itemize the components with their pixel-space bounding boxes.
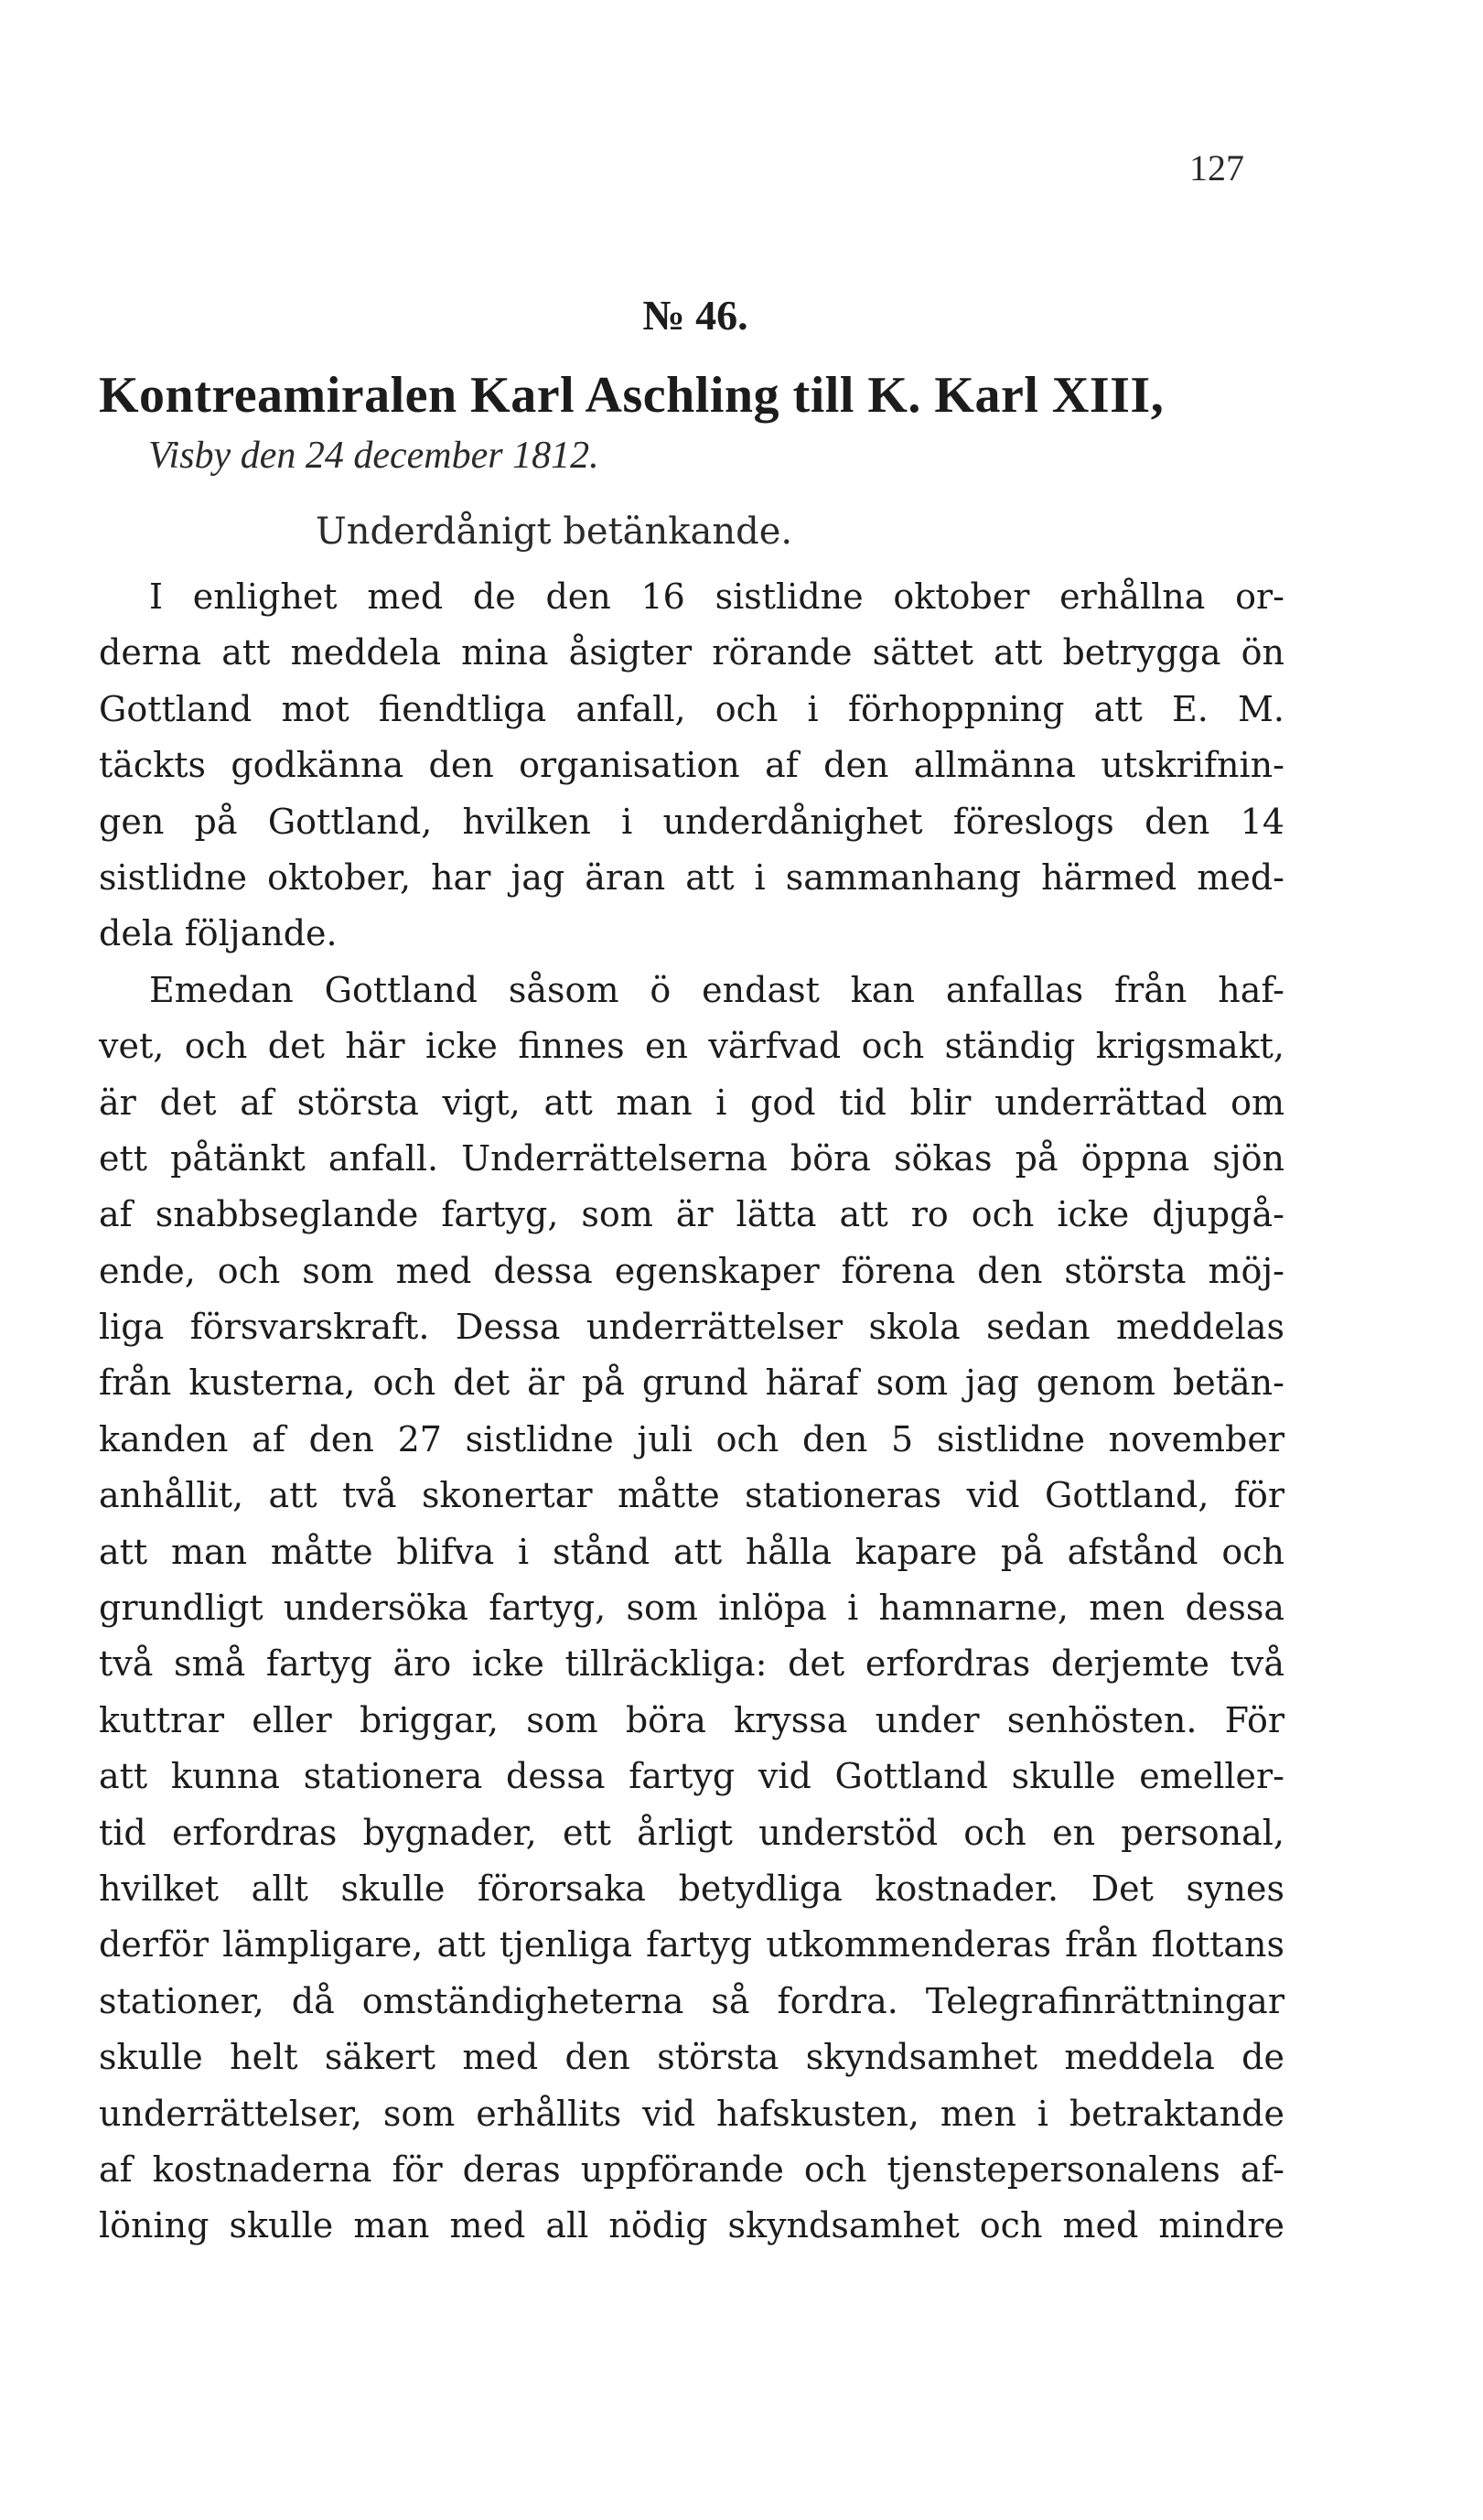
body-line: ende, och som med dessa egenskaper förena den största möj-	[99, 1250, 1284, 1291]
body-line: derna att meddela mina åsigter rörande sättet att betrygga ön	[99, 632, 1284, 673]
body-line: från kusterna, och det är på grund häraf som jag genom betän-	[99, 1362, 1284, 1404]
body-line: är det af största vigt, att man i god tid blir underrättad om	[99, 1082, 1284, 1123]
body-line: gen på Gottland, hvilken i underdånighet föreslogs den 14	[99, 801, 1284, 842]
body-line: att kunna stationera dessa fartyg vid Gottland skulle emeller-	[99, 1756, 1284, 1797]
letter-heading: Kontreamiralen Karl Aschling till K. Karl XIII,	[99, 367, 1165, 424]
body-line: vet, och det här icke finnes en värfvad och ständig krigsmakt,	[99, 1026, 1284, 1067]
body-line: löning skulle man med all nödig skyndsamhet och med mindre	[99, 2205, 1284, 2246]
body-line: att man måtte blifva i stånd att hålla kapare på afstånd och	[99, 1531, 1284, 1572]
body-line: Gottland mot fiendtliga anfall, och i förhoppning att E. M.	[99, 688, 1284, 729]
body-line: skulle helt säkert med den största skyndsamhet meddela de	[99, 2037, 1284, 2078]
body-line: underrättelser, som erhållits vid hafskusten, men i betraktande	[99, 2093, 1284, 2134]
body-line: af kostnaderna för deras uppförande och tjenstepersonalens af-	[99, 2148, 1284, 2190]
body-line: I enlighet med de den 16 sistlidne oktober erhållna or-	[149, 576, 1284, 617]
body-line: grundligt undersöka fartyg, som inlöpa i hamnarne, men dessa	[99, 1588, 1284, 1629]
body-line: stationer, då omständigheterna så fordra. Telegrafinrättningar	[99, 1980, 1284, 2021]
body-line: anhållit, att två skonertar måtte stationeras vid Gottland, för	[99, 1475, 1284, 1516]
dateline: Visby den 24 december 1812.	[148, 435, 599, 477]
body-line: kuttrar eller briggar, som böra kryssa under senhösten. För	[99, 1699, 1284, 1740]
body-line: derför lämpligare, att tjenliga fartyg utkommenderas från flottans	[99, 1924, 1284, 1965]
body-line: två små fartyg äro icke tillräckliga: det erfordras derjemte två	[99, 1643, 1284, 1685]
body-line: hvilket allt skulle förorsaka betydliga kostnader. Det synes	[99, 1868, 1284, 1909]
letter-subtitle: Underdånigt betänkande.	[316, 511, 793, 553]
document-number: № 46.	[642, 292, 748, 339]
page-number: 127	[1189, 147, 1244, 188]
letter-body	[99, 569, 1284, 2255]
body-line: tid erfordras bygnader, ett årligt understöd och en personal,	[99, 1812, 1284, 1853]
body-line: af snabbseglande fartyg, som är lätta att ro och icke djupgå-	[99, 1194, 1284, 1235]
body-line: Emedan Gottland såsom ö endast kan anfallas från haf-	[149, 969, 1284, 1010]
body-line: täckts godkänna den organisation af den allmänna utskrifnin-	[99, 745, 1284, 786]
body-line: ett påtänkt anfall. Underrättelserna böra sökas på öppna sjön	[99, 1137, 1284, 1179]
body-line: dela följande.	[99, 913, 338, 954]
body-line: kanden af den 27 sistlidne juli och den 5 sistlidne november	[99, 1418, 1284, 1459]
body-line: liga försvarskraft. Dessa underrättelser skola sedan meddelas	[99, 1307, 1284, 1348]
body-line: sistlidne oktober, har jag äran att i sammanhang härmed med-	[99, 856, 1284, 898]
